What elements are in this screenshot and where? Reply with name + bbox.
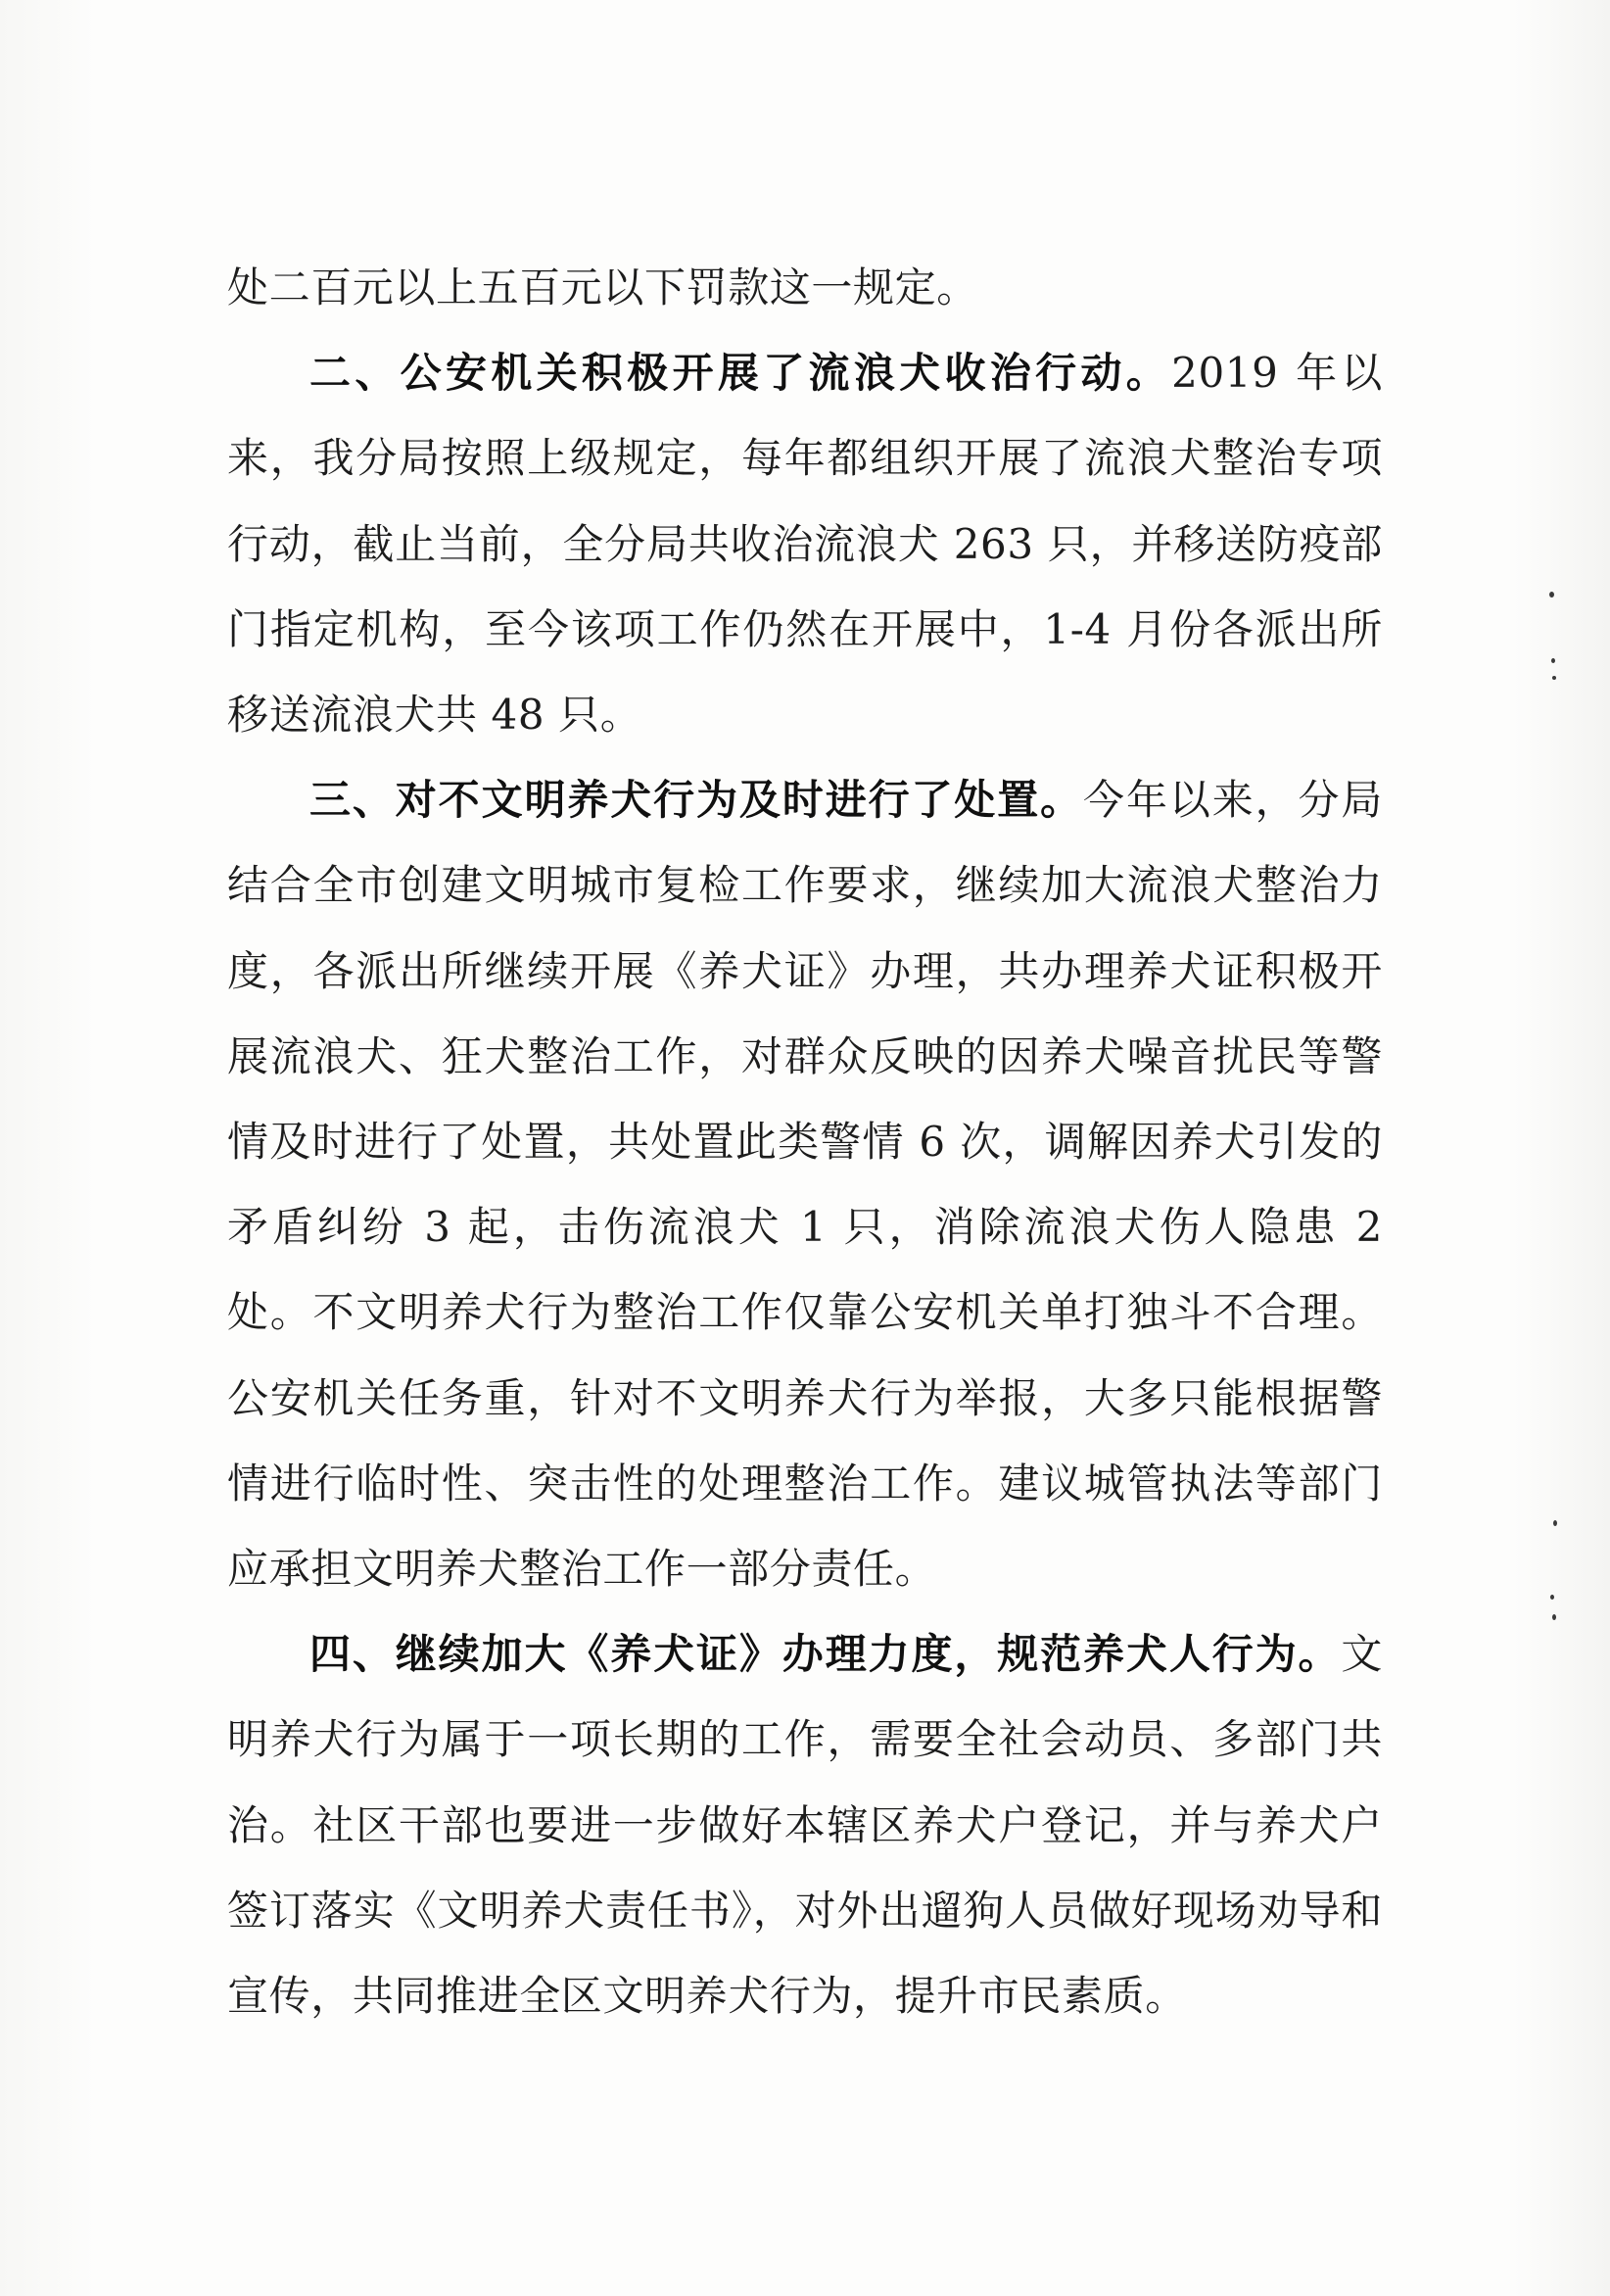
paragraph-text: 今年以来，分局结合全市创建文明城市复检工作要求，继续加大流浪犬整治力度，各派出所继续开展《养犬证》办理，共办理养犬证积极开展流浪犬、狂犬整治工作，对群众反映的因养犬噪音扰民等警情及时进行了处置，共处置此类警情 6 次，调解因养犬引发的矛盾纠纷 3 起，击伤流浪犬 1 只，消除流浪犬伤人隐患 2 处。不文明养犬行为整治工作仅靠公安机关单打独斗不合理。公安机关任务重，针对不文明养犬行为举报，大多只能根据警情进行临时性、突击性的处理整治工作。建议城管执法等部门应承担文明养犬整治工作一部分责任。	[227, 776, 1383, 1594]
scan-speck	[1551, 658, 1555, 663]
paragraph-section-2	[227, 330, 1383, 757]
scan-speck	[1553, 1520, 1557, 1526]
scan-speck	[1549, 592, 1554, 598]
section-heading-2: 二、公安机关积极开展了流浪犬收治行动。	[309, 349, 1172, 398]
scan-speck	[1552, 676, 1556, 680]
paragraph-text: 处二百元以上五百元以下罚款这一规定。	[227, 263, 978, 311]
section-heading-3: 三、对不文明养犬行为及时进行了处置。	[309, 776, 1084, 825]
section-heading-4: 四、继续加大《养犬证》办理力度，规范养犬人行为。	[309, 1630, 1342, 1679]
paragraph-section-3	[227, 757, 1383, 1611]
paragraph-continuation	[227, 245, 1383, 330]
document-body	[227, 245, 1383, 2038]
paragraph-text: 2019 年以来，我分局按照上级规定，每年都组织开展了流浪犬整治专项行动，截止当前，全分局共收治流浪犬 263 只，并移送防疫部门指定机构，至今该项工作仍然在开展中，1-4 月份各派出所移送流浪犬共 48 只。	[227, 349, 1384, 740]
paragraph-text: 文明养犬行为属于一项长期的工作，需要全社会动员、多部门共治。社区干部也要进一步做好本辖区养犬户登记，并与养犬户签订落实《文明养犬责任书》，对外出遛狗人员做好现场劝导和宣传，共同推进全区文明养犬行为，提升市民素质。	[227, 1630, 1383, 2021]
scan-speck	[1550, 1595, 1554, 1600]
paragraph-section-4	[227, 1611, 1383, 2038]
scan-speck	[1552, 1614, 1556, 1620]
